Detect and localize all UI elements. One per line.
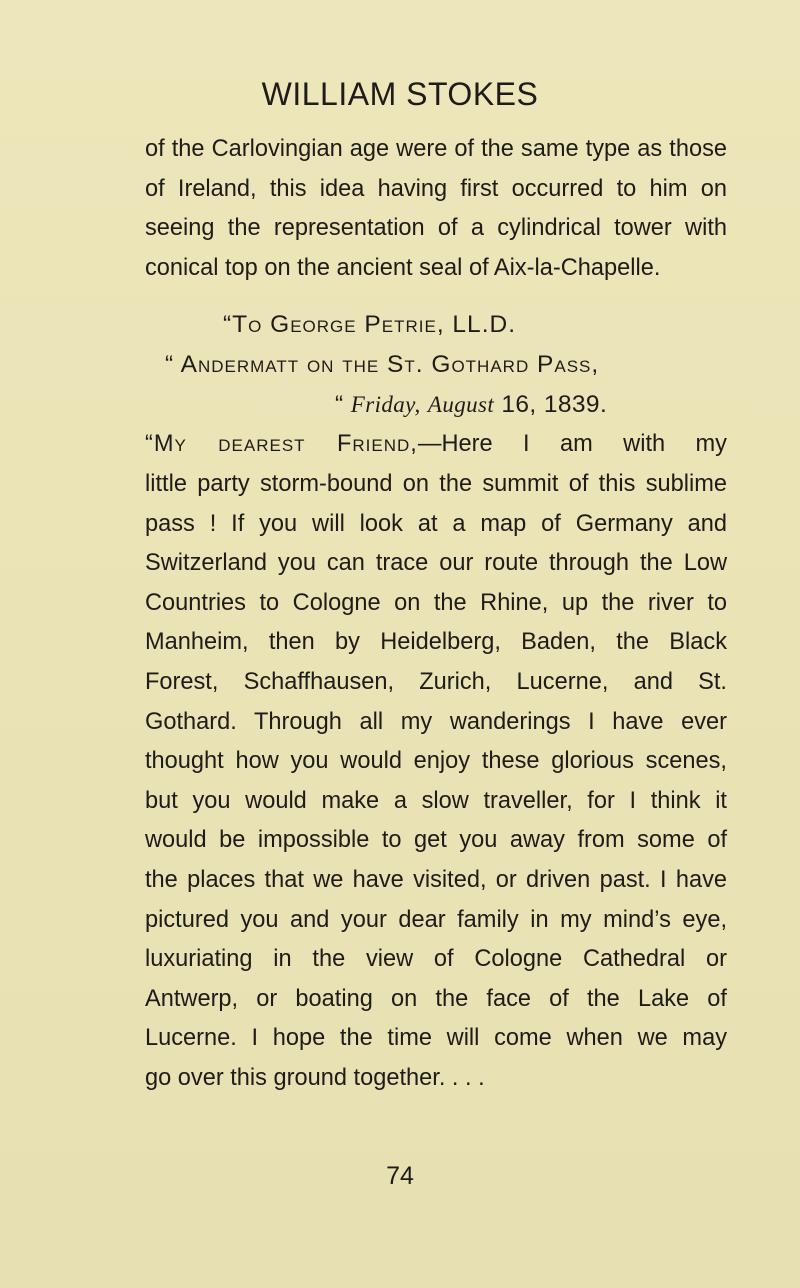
text-line: of Ireland, this idea having first occurred to him on [145,175,727,202]
text-line: but you would make a slow traveller, for I think it [145,787,727,814]
date-quote: “ [335,391,351,419]
text-line: Switzerland you can trace our route through the Low [145,550,727,577]
text-line: conical top on the ancient seal of Aix-la-Chapelle. [145,254,661,281]
text-line: pass ! If you will look at a map of Germany and [145,510,727,537]
letter-date [145,385,727,425]
date-month: August [427,392,495,418]
text-line: would be impossible to get you away from some of [145,827,727,854]
date-year: 16, 1839. [494,391,608,419]
text-line: Forest, Schaffhausen, Zurich, Lucerne, and St. [145,668,727,695]
text-line: Gothard. Through all my wanderings I have ever [145,708,727,735]
letter-salutation: “My dearest Friend, [145,431,418,458]
opening-paragraph [145,130,727,288]
letter-first-line [145,425,727,465]
date-weekday: Friday, [350,392,421,418]
text-line: little party storm-bound on the summit of this sublime [145,470,727,497]
text-line: Countries to Cologne on the Rhine, up the river to [145,589,727,616]
letter-place: “ Andermatt on the St. Gothard Pass, [165,351,600,379]
page-number: 74 [386,1162,414,1190]
letter-body [145,465,727,1099]
text-line: luxuriating in the view of Cologne Cathedral or [145,946,727,973]
running-head: WILLIAM STOKES [261,76,539,112]
text-line: thought how you would enjoy these glorious scenes, [145,748,727,775]
text-line: go over this ground together. . . . [145,1064,485,1091]
page-text [145,130,727,1098]
section-gap [145,288,727,305]
text-line: Lucerne. I hope the time will come when we may [145,1025,727,1052]
text-line: pictured you and your dear family in my mind’s eye, [145,906,727,933]
text-line: the places that we have visited, or driven past. I have [145,866,727,893]
text-line: of the Carlovingian age were of the same type as those [145,136,727,162]
text-line: Antwerp, or boating on the face of the Lake of [145,985,727,1012]
text-line: seeing the representation of a cylindrical tower with [145,215,727,242]
letter-first-line-text: —Here I am with my [417,431,727,458]
text-line: Manheim, then by Heidelberg, Baden, the Black [145,629,727,656]
letter-recipient: “To George Petrie, LL.D. [223,311,516,339]
